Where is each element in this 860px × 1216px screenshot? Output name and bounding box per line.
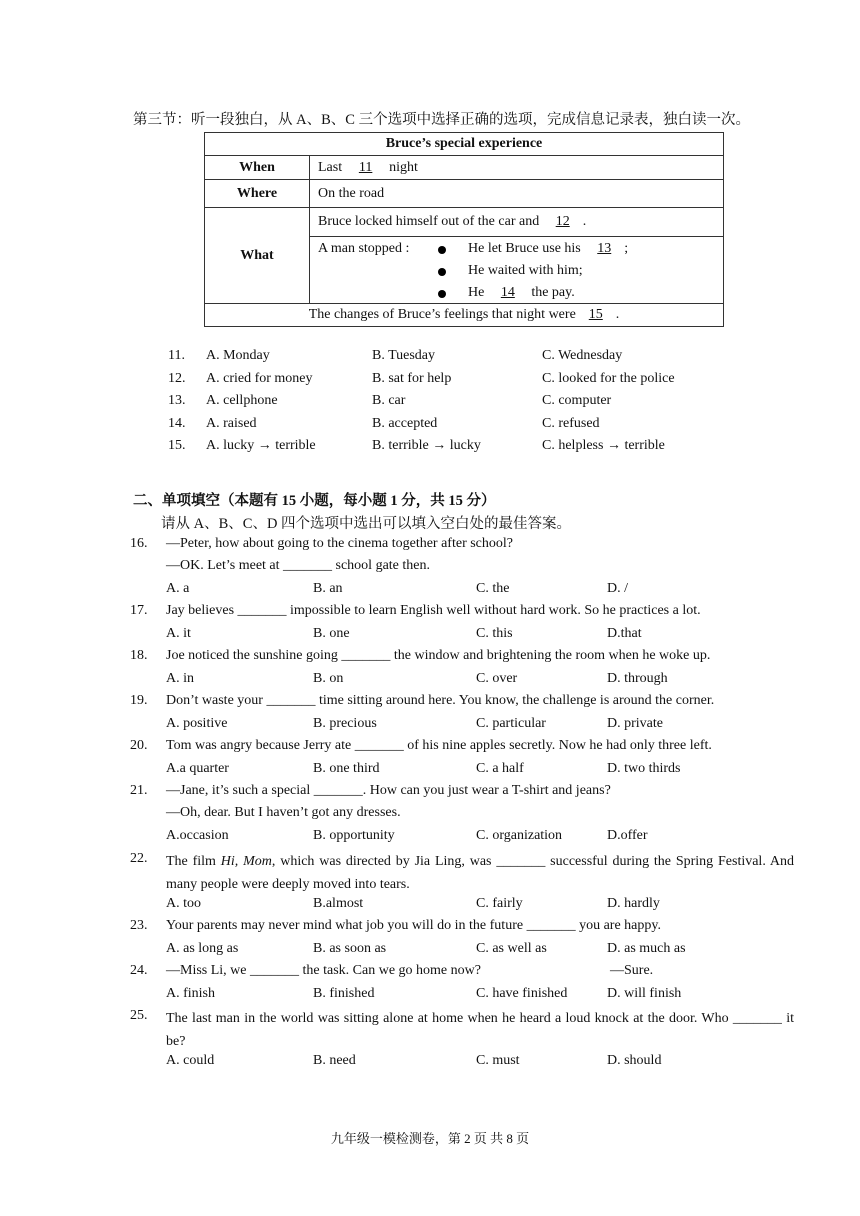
option-c[interactable]: C. Wednesday (542, 348, 623, 363)
option-d[interactable]: D. through (607, 671, 668, 686)
option-b[interactable]: B. sat for help (372, 371, 452, 386)
option-d[interactable]: D. private (607, 716, 663, 731)
option-a[interactable]: A.occasion (166, 828, 229, 843)
option-c[interactable]: C. must (476, 1053, 520, 1068)
option-c[interactable]: C. as well as (476, 941, 547, 956)
option-c[interactable]: C. refused (542, 416, 600, 431)
option-b[interactable]: B. an (313, 581, 343, 596)
question-stem: —Jane, it’s such a special _______. How can you just wear a T-shirt and jeans? (166, 783, 611, 798)
question-stem: —OK. Let’s meet at _______ school gate then. (166, 558, 430, 573)
option-c[interactable]: C. have finished (476, 986, 568, 1001)
option-d[interactable]: D. / (607, 581, 628, 596)
option-row-12: 12. A. cried for money B. sat for help C. looked for the police (168, 371, 675, 386)
option-c[interactable]: C. over (476, 671, 518, 686)
question-stem: —Oh, dear. But I haven’t got any dresses. (166, 805, 401, 820)
option-a[interactable]: A. as long as (166, 941, 239, 956)
option-a[interactable]: A. finish (166, 986, 215, 1001)
option-d[interactable]: D. hardly (607, 896, 660, 911)
blank-15: 15 (588, 307, 603, 322)
option-a[interactable]: A. it (166, 626, 191, 641)
option-a[interactable]: A. positive (166, 716, 228, 731)
option-b[interactable]: B. precious (313, 716, 377, 731)
question-stem: Don’t waste your _______ time sitting around here. You know, the challenge is around the corner. (166, 693, 715, 708)
question-reply: —Sure. (610, 963, 654, 978)
option-c[interactable]: C. computer (542, 393, 612, 408)
bullet-dot-icon (438, 246, 446, 254)
option-a[interactable]: A. too (166, 896, 201, 911)
question-stem: Jay believes _______ impossible to learn English well without hard work. So he practices a lot. (166, 603, 701, 618)
option-b[interactable]: B. opportunity (313, 828, 395, 843)
option-a[interactable]: A. Monday (206, 348, 270, 363)
page-footer: 九年级一模检测卷，第 2 页 共 8 页 (330, 1131, 530, 1146)
where-value: On the road (310, 180, 724, 208)
option-d[interactable]: D. will finish (607, 986, 682, 1001)
option-row-14: 14. A. raised B. accepted C. refused (168, 416, 600, 431)
option-d[interactable]: D.offer (607, 828, 648, 843)
option-b[interactable]: B. one (313, 626, 350, 641)
option-a[interactable]: A. in (166, 671, 194, 686)
question-stem: —Peter, how about going to the cinema together after school? (166, 536, 513, 551)
option-d[interactable]: D.that (607, 626, 642, 641)
section3-intro: 第三节：听一段独白，从 A、B、C 三个选项中选择正确的选项，完成信息记录表，独白读一次。 (133, 112, 751, 128)
blank-11: 11 (358, 159, 373, 175)
option-b[interactable]: B. one third (313, 761, 380, 776)
where-label: Where (205, 180, 310, 208)
option-d[interactable]: D. should (607, 1053, 662, 1068)
table-title: Bruce’s special experience (205, 133, 724, 156)
option-b[interactable]: B. need (313, 1053, 356, 1068)
option-b[interactable]: B. as soon as (313, 941, 387, 956)
bullet-dot-icon (438, 290, 446, 298)
option-b[interactable]: B. accepted (372, 416, 438, 431)
option-d[interactable]: D. as much as (607, 941, 686, 956)
blank-12: 12 (555, 214, 570, 229)
part2-instruction: 请从 A、B、C、D 四个选项中选出可以填入空白处的最佳答案。 (161, 516, 572, 532)
question-stem: Your parents may never mind what job you will do in the future _______ you are happy. (166, 918, 661, 933)
option-a[interactable]: A. cried for money (206, 371, 313, 386)
question-stem: The film Hi, Mom, which was directed by Jia Ling, was _______ successful during the Spring Festival. And many people were deeply moved into tears. (166, 854, 794, 892)
option-b[interactable]: B. car (372, 393, 406, 408)
option-a[interactable]: A. cellphone (206, 393, 278, 408)
question-stem: Joe noticed the sunshine going _______ the window and brightening the room when he woke up. (166, 648, 711, 663)
option-row-13: 13. A. cellphone B. car C. computer (168, 393, 612, 408)
option-row-15: 15. A. lucky → terrible B. terrible → lucky C. helpless → terrible (168, 438, 665, 453)
blank-14: 14 (500, 285, 515, 300)
option-c[interactable]: C. a half (476, 761, 524, 776)
option-c[interactable]: C. helpless → terrible (542, 438, 665, 453)
option-c[interactable]: C. looked for the police (542, 371, 675, 386)
question-stem: Tom was angry because Jerry ate _______ of his nine apples secretly. Now he had only three left. (166, 738, 712, 753)
option-a[interactable]: A. raised (206, 416, 257, 431)
question-stem: The last man in the world was sitting alone at home when he heard a loud knock at the door. Who _______ it be? (166, 1011, 794, 1049)
question-stem: —Miss Li, we _______ the task. Can we go home now? (166, 963, 481, 978)
option-a[interactable]: A. could (166, 1053, 215, 1068)
option-c[interactable]: C. this (476, 626, 513, 641)
option-c[interactable]: C. fairly (476, 896, 523, 911)
option-b[interactable]: B. terrible → lucky (372, 438, 481, 453)
info-record-table (204, 132, 724, 327)
when-label: When (205, 156, 310, 180)
man-stopped-label: A man stopped : (318, 241, 410, 256)
part2-heading: 二、单项填空（本题有 15 小题，每小题 1 分，共 15 分） (133, 493, 496, 509)
option-b[interactable]: B. Tuesday (372, 348, 436, 363)
option-b[interactable]: B.almost (313, 896, 364, 911)
what-line-1: Bruce locked himself out of the car and 12 . (310, 208, 724, 237)
film-title: Hi, Mom (220, 854, 272, 869)
what-line-2: A man stopped : He let Bruce use his 13 ; He waited with him; He 14 the pay. (310, 237, 724, 304)
option-c[interactable]: C. the (476, 581, 510, 596)
option-b[interactable]: B. on (313, 671, 344, 686)
blank-13: 13 (597, 241, 612, 256)
option-b[interactable]: B. finished (313, 986, 375, 1001)
option-a[interactable]: A. lucky → terrible (206, 438, 316, 453)
feelings-row: The changes of Bruce’s feelings that night were 15 . (205, 304, 724, 327)
option-c[interactable]: C. particular (476, 716, 546, 731)
option-c[interactable]: C. organization (476, 828, 563, 843)
bullet-dot-icon (438, 268, 446, 276)
what-label: What (205, 208, 310, 304)
when-value: Last 11 night (310, 156, 724, 180)
option-a[interactable]: A.a quarter (166, 761, 229, 776)
option-a[interactable]: A. a (166, 581, 190, 596)
option-d[interactable]: D. two thirds (607, 761, 681, 776)
option-row-11: 11. A. Monday B. Tuesday C. Wednesday (168, 348, 623, 363)
